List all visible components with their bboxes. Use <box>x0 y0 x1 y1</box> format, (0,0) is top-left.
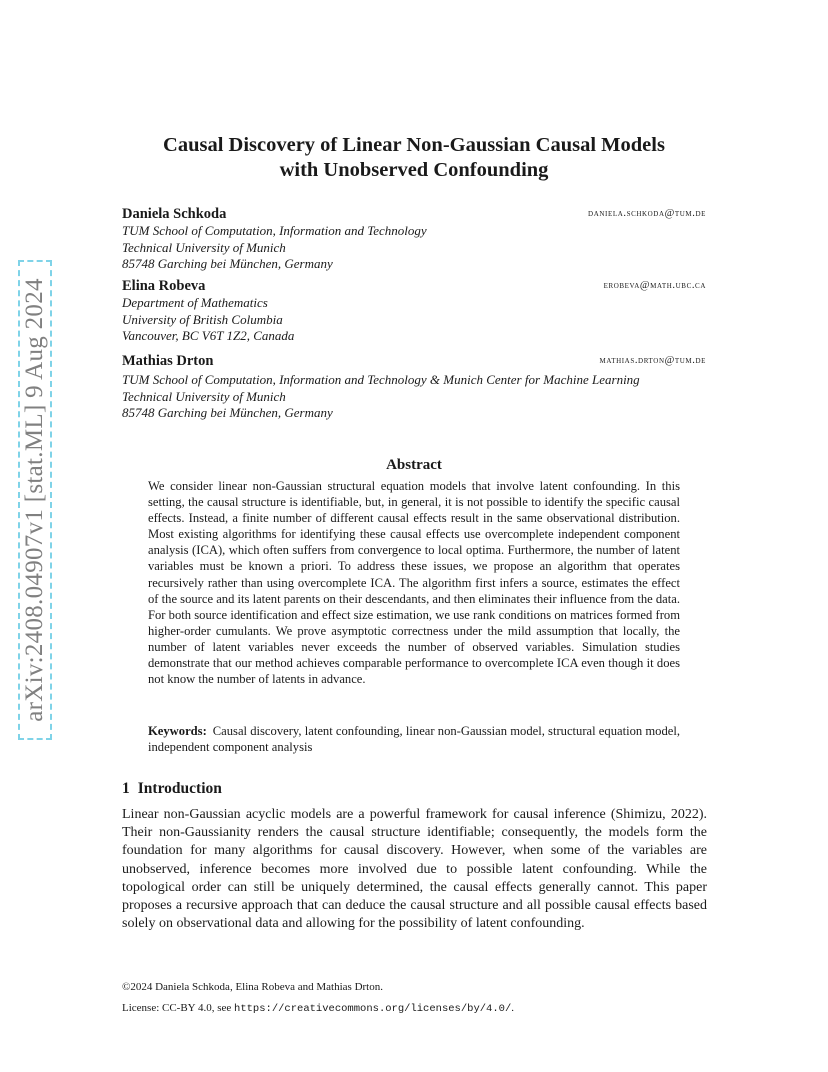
affiliation-line: 85748 Garching bei München, Germany <box>122 256 333 271</box>
keywords-text: Causal discovery, latent confounding, linear non-Gaussian model, structural equation model, independent component analysis <box>148 724 680 755</box>
affiliation-line: 85748 Garching bei München, Germany <box>122 405 333 420</box>
license-link[interactable]: https://creativecommons.org/licenses/by/4.0/ <box>234 1003 512 1015</box>
affiliation-line: Vancouver, BC V6T 1Z2, Canada <box>122 328 295 343</box>
introduction-paragraph: Linear non-Gaussian acyclic models are a powerful framework for causal inference (Shimizu, 2022). Their non-Gaussianity renders the causal structure identifiable; consequently, the models form the foundation for many algorithms for causal discovery. However, when some of the variables are unobserved, inference becomes more involved due to possible latent confounding. While the topological order can still be uniquely determined, the causal effects generally cannot. This paper proposes a recursive approach that can deduce the causal structure and all possible causal effects based solely on observational data and allowing for the possibility of latent confounding. <box>122 807 707 932</box>
abstract-heading: Abstract <box>386 457 442 473</box>
author-email[interactable]: erobeva@math.ubc.ca <box>603 280 706 291</box>
author-email[interactable]: daniela.schkoda@tum.de <box>588 208 706 219</box>
section-number: 1 <box>122 780 130 797</box>
affiliation-line: University of British Columbia <box>122 311 283 327</box>
paper-title <box>90 133 738 183</box>
title-line-1: Causal Discovery of Linear Non-Gaussian Causal Models <box>163 134 665 156</box>
arxiv-identifier-stamp[interactable] <box>14 260 58 760</box>
author-affiliation <box>122 295 294 345</box>
section-heading <box>122 780 222 798</box>
affiliation-line: Technical University of Munich <box>122 388 286 404</box>
keywords-label: Keywords: <box>148 724 207 738</box>
license-prefix: License: CC-BY 4.0, see <box>122 1002 235 1014</box>
copyright-notice: ©2024 Daniela Schkoda, Elina Robeva and Mathias Drton. <box>122 981 383 993</box>
author-email[interactable]: mathias.drton@tum.de <box>599 355 706 366</box>
license-suffix: . <box>511 1002 515 1014</box>
section-title: Introduction <box>137 780 222 797</box>
keywords <box>148 723 680 755</box>
affiliation-line: TUM School of Computation, Information and Technology & Munich Center for Machine Learning <box>122 372 640 387</box>
author-name: Mathias Drton <box>122 353 214 369</box>
arxiv-identifier-text: arXiv:2408.04907v1 [stat.ML] 9 Aug 2024 <box>21 278 48 722</box>
author-affiliation <box>122 223 427 273</box>
author-name: Daniela Schkoda <box>122 206 227 222</box>
abstract-text: We consider linear non-Gaussian structural equation models that involve latent confounding. In this setting, the causal structure is identifiable, but, in general, it is not possible to identify the specific causal effects. Instead, a finite number of different causal effects result in the same observational distribution. Most existing algorithms for identifying these causal effects use overcomplete independent component analysis (ICA), which often suffers from convergence to local optima. Furthermore, the number of latent variables must be known a priori. To address these issues, we propose an algorithm that operates recursively rather than using overcomplete ICA. The algorithm first infers a source, estimates the effect of the source and its latent parents on their descendants, and then eliminates their influence from the data. For both source identification and effect size estimation, we use rank conditions on matrices formed from higher-order cumulants. We prove asymptotic correctness under the mild assumption that locally, the number of latent variables never exceeds the number of observed variables. Simulation studies demonstrate that our method achieves comparable performance to overcomplete ICA even though it does not know the number of latents in advance. <box>148 479 680 687</box>
title-line-2: with Unobserved Confounding <box>279 159 549 181</box>
affiliation-line: Technical University of Munich <box>122 239 286 255</box>
affiliation-line: TUM School of Computation, Information and Technology <box>122 223 427 238</box>
license-notice <box>122 1002 514 1015</box>
author-name: Elina Robeva <box>122 278 206 294</box>
affiliation-line: Department of Mathematics <box>122 295 268 310</box>
author-affiliation <box>122 372 640 422</box>
